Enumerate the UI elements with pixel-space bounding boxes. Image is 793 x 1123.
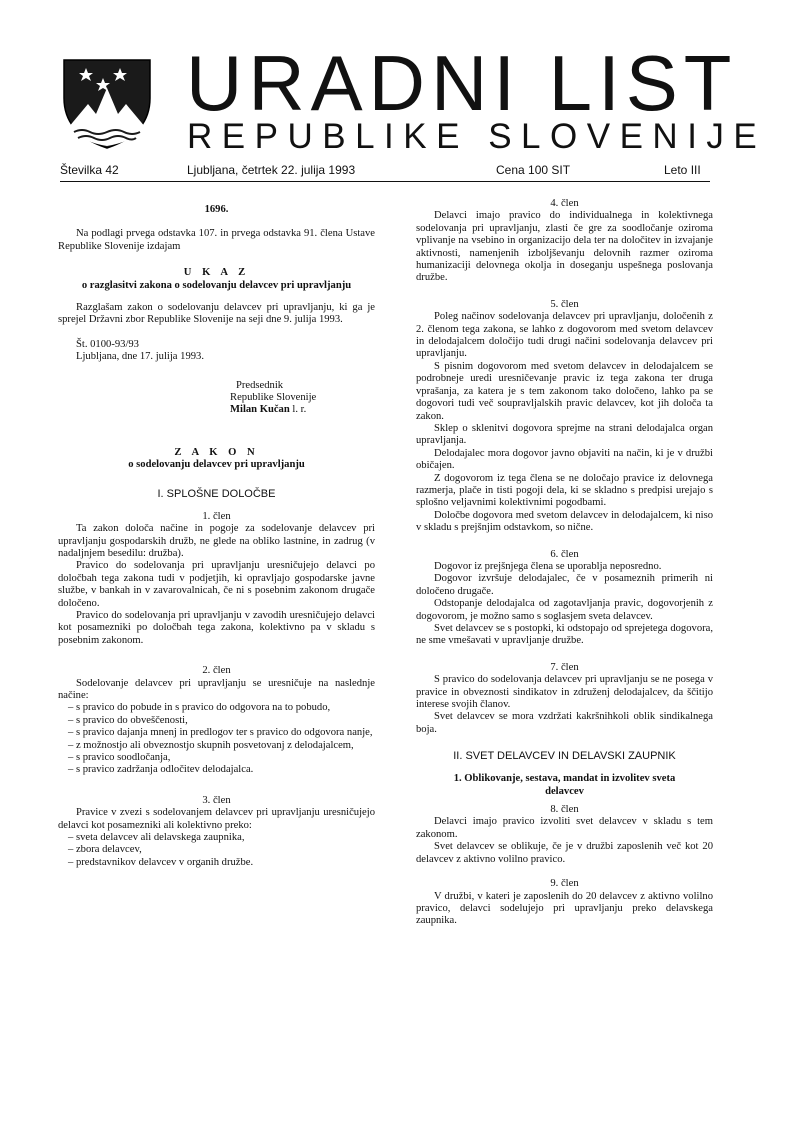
article-heading: 3. člen xyxy=(202,794,231,806)
article-paragraph: Dogovor iz prejšnjega člena se uporablja neposredno. xyxy=(434,560,662,572)
article-paragraph: Odstopanje delodajalca od zagotavljanja pravic, dogovorjenih z dogovorom, je možno samo s soglasjem sveta delavcev. xyxy=(416,598,713,622)
list-item: – s pravico dajanja mnenj in predlogov ter s pravico do odgovora nanje, xyxy=(68,727,373,739)
article-paragraph: Pravico do sodelovanja pri upravljanju v zavodih uresničujejo delavci kot posamezniki po določbah tega zakona, kolektivno pa v skladu s posebnim zakonom. xyxy=(58,609,375,646)
article-paragraph: Delavci imajo pravico do individualnega in kolektivnega sodelovanja pri upravljanju, zlasti če gre za soodločanje oziroma vplivanje na vsebino in organizacijo dela ter na določitev in izvajanje aktivnosti, namenjenih izboljševanju delovnih razmer oziroma humanizaciji delovnega okolja in doseganju uspešnega poslovanja družbe. xyxy=(416,210,713,284)
list-item: – s pravico zadržanja odločitev delodajalca. xyxy=(68,764,254,776)
zakon-title: Z A K O N xyxy=(174,446,259,458)
chapter-heading: I. SPLOŠNE DOLOČBE xyxy=(157,487,276,500)
article-heading: 5. člen xyxy=(550,298,579,310)
ukaz-subtitle: o razglasitvi zakona o sodelovanju delavcev pri upravljanju xyxy=(81,279,352,291)
header-rule xyxy=(60,181,710,182)
article-paragraph: S pisnim dogovorom med svetom delavcev in delodajalcem se podrobneje uredi uresničevanje pravic iz tega zakona ter druga vprašanja, za katera je s tem zakonom tako določeno, lahko pa se dogovori tudi več soupravljalskih pravic delavcev, kot jih določa ta zakon. xyxy=(416,360,713,422)
list-item: – s pravico do obveščenosti, xyxy=(68,714,188,726)
article-paragraph: Delodajalec mora dogovor javno objaviti na način, ki je v družbi običajen. xyxy=(416,447,713,472)
proclamation: Razglašam zakon o sodelovanju delavcev pri upravljanju, ki ga je sprejel Državni zbor Republike Slovenije na seji dne 9. julija 1993. xyxy=(58,302,375,326)
signatory-title: Predsednik xyxy=(236,379,284,391)
issue-price: Cena 100 SIT xyxy=(496,163,571,177)
list-item: – z možnostjo ali obveznostjo skupnih posvetovanj z delodajalcem, xyxy=(68,739,354,751)
section-heading: 1. Oblikovanje, sestava, mandat in izvolitev sveta delavcev xyxy=(453,773,676,797)
signatory-name: Milan Kučan xyxy=(230,404,290,416)
article-paragraph: V družbi, v kateri je zaposlenih do 20 delavcev z aktivno volilno pravico, delavci sodelujejo pri upravljanju preko delavskega zaupnika. xyxy=(416,890,713,927)
article-heading: 2. člen xyxy=(202,665,231,677)
chapter-heading: II. SVET DELAVCEV IN DELAVSKI ZAUPNIK xyxy=(453,750,676,763)
coat-of-arms-emblem xyxy=(60,58,154,150)
preamble: Na podlagi prvega odstavka 107. in prvega odstavka 91. člena Ustave Republike Slovenije izdajam xyxy=(58,228,375,252)
list-item: – s pravico do pobude in s pravico do odgovora na to pobudo, xyxy=(68,702,331,714)
article-heading: 6. člen xyxy=(550,548,579,560)
article-heading: 9. člen xyxy=(550,878,579,890)
article-paragraph: S pravico do sodelovanja delavcev pri upravljanju se ne posega v pravice in obveznosti sindikatov in združenj delodajalcev, da ščitijo interese svojih članov. xyxy=(416,674,713,711)
reference-date: Ljubljana, dne 17. julija 1993. xyxy=(76,351,204,363)
article-paragraph: Pravice v zvezi s sodelovanjem delavcev pri upravljanju uresničujejo delavci kot posamezniki ali kolektivno preko: xyxy=(58,807,375,831)
list-item: – sveta delavcev ali delavskega zaupnika, xyxy=(68,832,245,844)
issue-place-date: Ljubljana, četrtek 22. julija 1993 xyxy=(187,163,356,177)
list-item: – zbora delavcev, xyxy=(68,844,142,856)
article-paragraph: Delavci imajo pravico izvoliti svet delavcev v skladu s tem zakonom. xyxy=(416,816,713,840)
list-item: – s pravico soodločanja, xyxy=(68,752,171,763)
list-item: – predstavnikov delavcev v organih družbe. xyxy=(68,856,254,868)
reference-number: Št. 0100-93/93 xyxy=(76,338,139,350)
left-column xyxy=(58,198,375,869)
article-paragraph: Določbe dogovora med svetom delavcev in delodajalcem, ki niso v skladu s prejšnjim odstavkom, so nične. xyxy=(416,509,713,534)
article-paragraph: Dogovor izvršuje delodajalec, če v posameznih primerih ni določeno drugače. xyxy=(416,573,713,597)
issue-number: Številka 42 xyxy=(60,163,119,177)
issue-year: Leto III xyxy=(664,163,701,177)
signatory-org: Republike Slovenije xyxy=(230,392,317,404)
article-paragraph: Sodelovanje delavcev pri upravljanju se uresničuje na naslednje načine: xyxy=(58,677,375,701)
zakon-subtitle: o sodelovanju delavcev pri upravljanju xyxy=(128,459,305,471)
article-paragraph: Z dogovorom iz tega člena se ne določajo pravice iz delovnega razmerja, plače in tisti pogoji dela, ki se skladno s predpisi urejajo s splošno veljavnimi kolektivnimi pogodbami. xyxy=(416,472,713,509)
article-paragraph: Svet delavcev se mora vzdržati kakršnihkoli oblik sindikalnega boja. xyxy=(416,711,713,735)
masthead-title: URADNI LIST xyxy=(186,39,738,127)
article-paragraph: Svet delavcev se oblikuje, če je v družbi zaposlenih več kot 20 delavcev z aktivno volilno pravico. xyxy=(416,841,713,865)
item-number: 1696. xyxy=(204,204,229,215)
article-paragraph: Ta zakon določa načine in pogoje za sodelovanje delavcev pri upravljanju gospodarskih družb, ne glede na obliko lastnine, in zadrug (v nadaljnjem besedilu: družba). xyxy=(58,523,375,559)
signature-block xyxy=(58,380,375,417)
article-paragraph: Poleg načinov sodelovanja delavcev pri upravljanju, določenih z 2. členom tega zakona, se lahko z dogovorom med svetom delavcev in delodajalcem določijo tudi drugi načini sodelovanja delavcev pri upravljanju. xyxy=(416,311,713,360)
ukaz-title: U K A Z xyxy=(183,267,250,279)
right-column xyxy=(416,198,713,928)
article-heading: 8. člen xyxy=(550,804,579,816)
article-heading: 7. člen xyxy=(550,661,579,673)
article-paragraph: Sklep o sklenitvi dogovora sprejme na strani delodajalca organ upravljanja. xyxy=(416,422,713,447)
article-paragraph: Svet delavcev se s postopki, ki odstopajo od sprejetega dogovora, ne sme vmešavati v upravljanje družbe. xyxy=(416,623,713,647)
article-paragraph: Pravico do sodelovanja pri upravljanju uresničujejo delavci po določbah tega zakona tudi v podjetjih, ki opravljajo gospodarske javne službe, v bankah in v zavarovalnicah, če ni s posebnim zakonom drugače določeno. xyxy=(58,560,375,609)
article-heading: 1. člen xyxy=(202,510,231,522)
signatory-suffix: l. r. xyxy=(289,404,307,416)
article-heading: 4. člen xyxy=(550,198,579,209)
masthead-subtitle: REPUBLIKE SLOVENIJE xyxy=(187,117,767,156)
